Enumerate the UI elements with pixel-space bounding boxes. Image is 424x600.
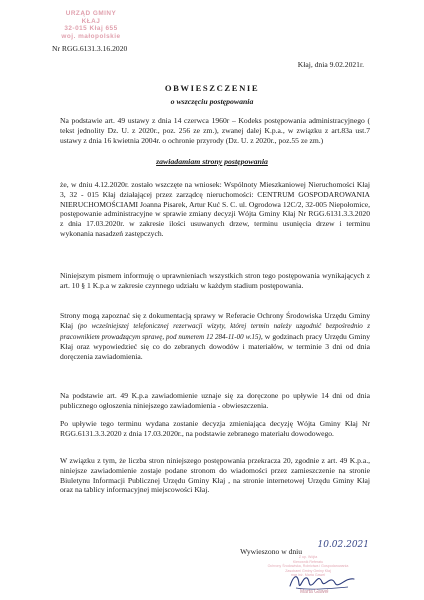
- proceedings-paragraph: że, w dniu 4.12.2020r. zostało wszczęte na wniosek: Wspólnoty Mieszkaniowej Nieruchomości Kłaj 3, 32 - 015 Kłaj działającej przez zarządcę nieruchomości: CENTRUM GOSPODAROWANIA NIERUCHOMOŚCIAMI Joanna Pisarek, Artur Kuć S. C. ul. Ogrodowa 12C/2, 32-005 Niepołomice, postępowanie administracyjne w sprawie zmiany decyzji Wójta Gminy Kłaj Nr RGG.6131.3.3.2020 z dnia 17.03.2020r. w zakresie ilości usuwanych drzew, terminu usunięcia drzew i terminu wykonania nasadzeń zastępczych.: [60, 180, 370, 238]
- documentation-text-cont: , w godzinach pracy Urzędu Gminy Kłaj oraz wypowiedzieć się co do zebranych dowodów i materiałów, w terminie 3 dni od dnia doręczenia zawiadomienia.: [60, 331, 371, 362]
- reference-number: Nr RGG.6131.3.16.2020: [52, 44, 128, 53]
- documentation-paragraph: [60, 311, 370, 362]
- notification-heading: zawiadamiam strony postępowania: [156, 157, 268, 166]
- stamp-line: Ochrony Środowiska, Rolnictwa i Gospodarowania: [267, 564, 349, 569]
- posted-date: 10.02.2021: [317, 540, 369, 550]
- publication-paragraph: W związku z tym, że liczba stron niniejszego postępowania przekracza 20, zgodnie z art. 49 K.p.a., niniejsze zawiadomienie zostaje podane stronom do wiadomości przez zamieszczenie na stronie Biuletynu Informacji Publicznej Urzędu Gminy Kłaj , na stronie internetowej Urzędu Gminy Kłaj oraz na tablicy informacyjnej miejscowości Kłaj.: [60, 456, 370, 495]
- documentation-text: Strony mogą zapoznać się z dokumentacją sprawy w Referacie Ochrony Środowiska Urzędu Gminy Kłaj: [60, 311, 370, 330]
- stamp-line: Kierownik Referatu: [292, 559, 324, 564]
- document-subtitle: o wszczęciu postępowania: [170, 97, 254, 106]
- place-date: Kłaj, dnia 9.02.2021r.: [297, 60, 364, 69]
- stamp-line: woj. małopolskie: [61, 32, 121, 40]
- stamp-line: Z up. Wójta: [298, 555, 318, 559]
- stamp-line: Zasobami Gminy Gminy Kłaj: [285, 568, 331, 573]
- signature-name: Marta Gaweł: [300, 589, 329, 595]
- office-stamp-top: [50, 10, 132, 40]
- document-title: OBWIESZCZENIE: [164, 83, 260, 93]
- legal-basis-paragraph: Na podstawie art. 49 ustawy z dnia 14 czerwca 1960r – Kodeks postępowania administracyjnego ( tekst jednolity Dz. U. z 2020r., poz. 256 ze zm.), zwanej dalej K.p.a., w związku z art.83a ust.7 ustawy z dnia 16 kwietnia 2004r. o ochronie przyrody (Dz. U. z 2020r., poz.55 ze zm.): [60, 116, 370, 145]
- rights-paragraph: Niniejszym pismem informuję o uprawnieniach wszystkich stron tego postępowania wynikających z art. 10 § 1 K.p.a w zakresie czynnego udziału w każdym stadium postępowania.: [60, 271, 370, 290]
- stamp-line: KŁAJ: [81, 17, 101, 25]
- documentation-note: (po wcześniejszej telefonicznej rezerwacji wizyty, której termin należy uzgodnić bezpośrednio z pracownikiem prowadzącym sprawę, pod numerem 12 284-11-00 w.15): [60, 321, 370, 341]
- posted-label: Wywieszono w dniu: [240, 547, 303, 556]
- stamp-line: 32-015 Kłaj 655: [64, 25, 118, 32]
- stamp-line: URZĄD GMINY: [65, 10, 117, 17]
- delivery-paragraph: Na podstawie art. 49 K.p.a zawiadomienie uznaje się za doręczone po upływie 14 dni od dnia publicznego ogłoszenia niniejszego zawiadomienia - obwieszczenia.: [60, 391, 370, 410]
- decision-paragraph: Po upływie tego terminu wydana zostanie decyzja zmieniająca decyzję Wójta Gminy Kłaj Nr RGG.6131.3.3.2020 z dnia 17.03.2020r., na podstawie zebranego materiału dowodowego.: [60, 419, 370, 438]
- stamp-line: mgr inż. Marta Gaweł: [290, 573, 326, 578]
